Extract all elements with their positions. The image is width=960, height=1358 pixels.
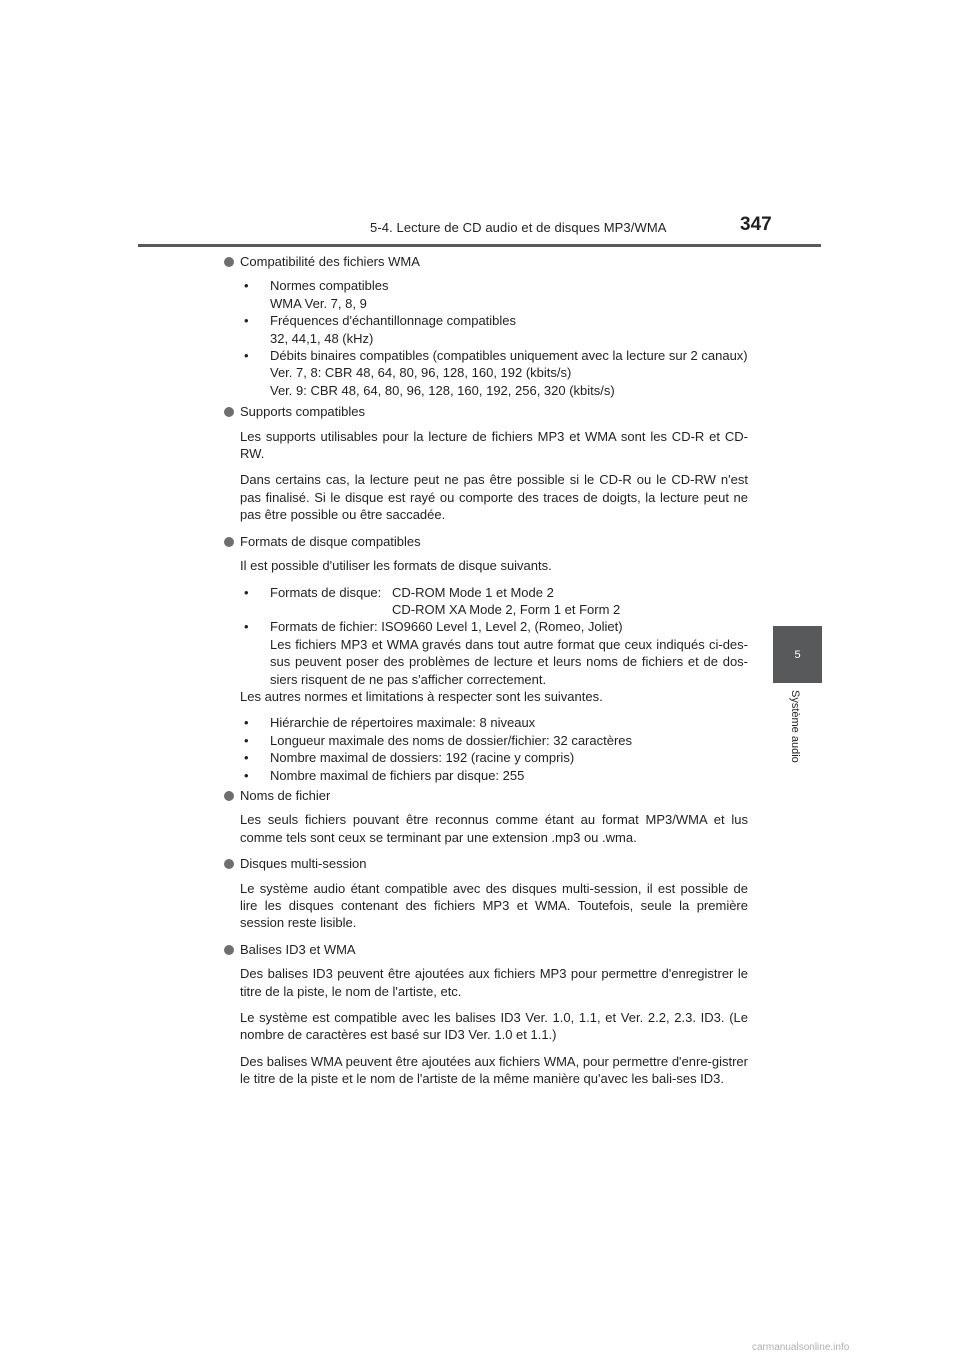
paragraph: Des balises WMA peuvent être ajoutées aux fichiers WMA, pour permettre d'enre-gistrer le titre de la piste et le nom de l'artiste de la même manière qu'avec les bali-ses ID3.	[240, 1053, 748, 1087]
paragraph: Les seuls fichiers pouvant être reconnus comme étant au format MP3/WMA et lus comme tels sont ceux se terminant par une extension .mp3 ou .wma.	[240, 812, 748, 845]
bullet-icon	[224, 257, 234, 267]
page-number: 347	[740, 214, 772, 235]
dot-icon: •	[244, 278, 249, 294]
dot-icon: •	[244, 767, 249, 783]
bullet-icon	[224, 537, 234, 547]
section-heading-tags: Balises ID3 et WMA	[224, 941, 748, 958]
list-item: • Fréquences d'échantillonnage compatibles	[244, 313, 517, 329]
header-divider	[138, 244, 821, 247]
list-subtext: Ver. 7, 8: CBR 48, 64, 80, 96, 128, 160, 192 (kbits/s)	[270, 365, 572, 381]
paragraph: Des balises ID3 peuvent être ajoutées aux fichiers MP3 pour permettre d'enregistrer le titre de la piste, le nom de l'artiste, etc.	[240, 966, 748, 999]
dot-icon: •	[244, 619, 249, 635]
list-item: • Formats de fichier: ISO9660 Level 1, Level 2, (Romeo, Joliet)	[244, 619, 623, 635]
list-item: • Normes compatibles	[244, 278, 389, 294]
paragraph: Les supports utilisables pour la lecture de fichiers MP3 et WMA sont les CD-R et CD-RW.	[240, 428, 748, 462]
chapter-title: Système audio	[789, 690, 801, 763]
paragraph: Les autres normes et limitations à respecter sont les suivantes.	[240, 688, 603, 704]
format-label: Formats de disque:	[270, 584, 382, 600]
bullet-icon	[224, 859, 234, 869]
chapter-number: 5	[794, 648, 801, 661]
bullet-icon	[224, 407, 234, 417]
paragraph: Le système audio étant compatible avec des disques multi-session, il est possible de lire les disques contenant des fichiers MP3 et WMA. Toutefois, seule la première session reste lisible.	[240, 880, 748, 931]
list-item: • Nombre maximal de dossiers: 192 (racine y compris)	[244, 750, 575, 766]
list-subtext: WMA Ver. 7, 8, 9	[270, 295, 367, 311]
section-heading-supports: Supports compatibles	[224, 403, 748, 420]
paragraph: Dans certains cas, la lecture peut ne pas être possible si le CD-R ou le CD-RW n'est pas finalisé. Si le disque est rayé ou comporte des traces de doigts, la lecture peut ne pas être possible ou être saccadée.	[240, 472, 748, 523]
list-subtext: Ver. 9: CBR 48, 64, 80, 96, 128, 160, 192, 256, 320 (kbits/s)	[270, 382, 615, 398]
list-subtext: 32, 44,1, 48 (kHz)	[270, 330, 374, 346]
section-heading-names: Noms de fichier	[224, 787, 748, 804]
dot-icon: •	[244, 313, 249, 329]
page-content	[224, 253, 748, 1088]
dot-icon: •	[244, 750, 249, 766]
paragraph: Le système est compatible avec les balises ID3 Ver. 1.0, 1.1, et Ver. 2.2, 2.3. ID3. (Le nombre de caractères est basé sur ID3 Ver. 1.0 et 1.1.)	[240, 1010, 748, 1043]
section-heading-wma: Compatibilité des fichiers WMA	[224, 253, 748, 270]
watermark: carmanualsonline.info	[752, 1342, 850, 1353]
section-heading-formats: Formats de disque compatibles	[224, 533, 748, 550]
bullet-icon	[224, 945, 234, 955]
chapter-tab[interactable]	[773, 626, 822, 683]
dot-icon: •	[244, 715, 249, 731]
list-item: • Débits binaires compatibles (compatibles uniquement avec la lecture sur 2 canaux)	[244, 348, 748, 364]
list-item: • Longueur maximale des noms de dossier/fichier: 32 caractères	[244, 732, 633, 748]
list-subtext: Les fichiers MP3 et WMA gravés dans tout autre format que ceux indiqués ci-des-sus peuvent poser des problèmes de lecture et leurs noms de fichiers et de dos-siers risquent de ne pas s'afficher correctement.	[270, 636, 748, 687]
section-heading-multisession: Disques multi-session	[224, 855, 748, 872]
list-item	[240, 584, 748, 619]
dot-icon: •	[244, 348, 249, 364]
paragraph: Il est possible d'utiliser les formats de disque suivants.	[240, 558, 552, 574]
format-value: CD-ROM Mode 1 et Mode 2	[392, 584, 554, 600]
dot-icon: •	[244, 732, 249, 748]
section-header: 5-4. Lecture de CD audio et de disques MP3/WMA	[370, 220, 667, 235]
list-item: • Nombre maximal de fichiers par disque: 255	[244, 767, 525, 783]
dot-icon: •	[244, 584, 249, 600]
list-item: • Hiérarchie de répertoires maximale: 8 niveaux	[244, 715, 536, 731]
format-value: CD-ROM XA Mode 2, Form 1 et Form 2	[392, 601, 621, 617]
bullet-icon	[224, 791, 234, 801]
